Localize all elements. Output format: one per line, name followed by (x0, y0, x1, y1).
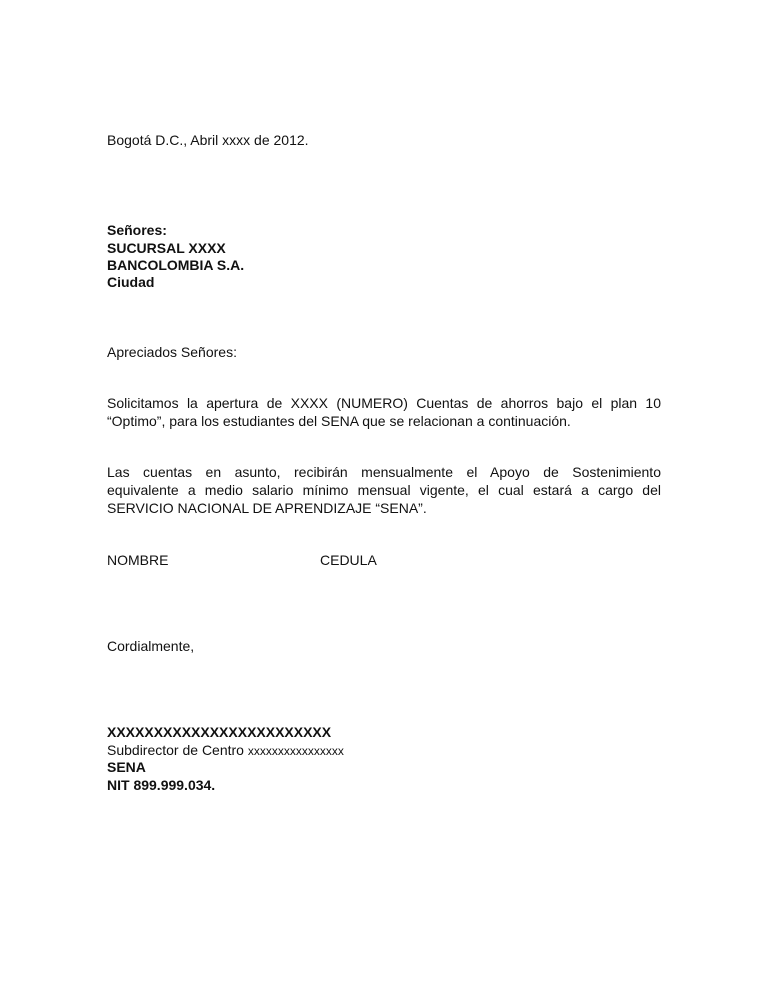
date-line: Bogotá D.C., Abril xxxx de 2012. (107, 132, 309, 148)
recipient-city: Ciudad (107, 274, 155, 290)
paragraph-request-line-1: Solicitamos la apertura de XXXX (NUMERO) Cuentas de ahorros bajo el plan 10 (107, 395, 661, 411)
recipient-salutation: Señores: (107, 222, 167, 238)
paragraph-support-line-1: Las cuentas en asunto, recibirán mensualmente el Apoyo de Sostenimiento (107, 464, 661, 480)
paragraph-support-line-3: SERVICIO NACIONAL DE APRENDIZAJE “SENA”. (107, 500, 427, 516)
recipient-bank: BANCOLOMBIA S.A. (107, 257, 245, 273)
paragraph-request-line-2: “Optimo”, para los estudiantes del SENA que se relacionan a continuación. (107, 413, 571, 429)
paragraph-request (107, 394, 661, 430)
paragraph-support (107, 463, 661, 517)
signature-title-placeholder: xxxxxxxxxxxxxxxx (247, 744, 344, 758)
signature-title-prefix: Subdirector de Centro (107, 742, 244, 758)
signature-org: SENA (107, 759, 146, 775)
closing: Cordialmente, (107, 638, 195, 654)
signature-nit: NIT 899.999.034. (107, 777, 216, 793)
paragraph-support-line-2: equivalente a medio salario mínimo mensual vigente, el cual estará a cargo del (107, 482, 661, 498)
recipient-branch: SUCURSAL XXXX (107, 240, 226, 256)
signature-name: XXXXXXXXXXXXXXXXXXXXXXXX (107, 724, 332, 740)
header-nombre: NOMBRE (107, 552, 169, 568)
greeting: Apreciados Señores: (107, 344, 237, 360)
header-cedula: CEDULA (320, 552, 377, 568)
